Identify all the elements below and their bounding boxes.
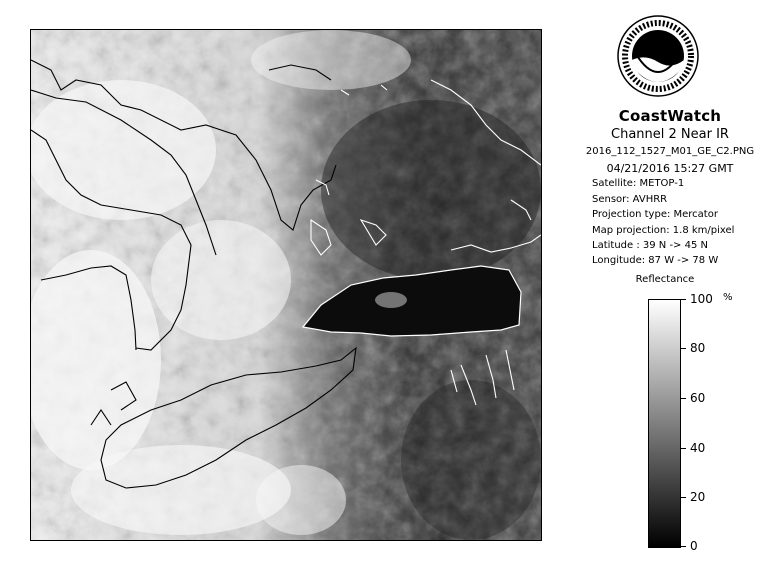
colorbar-tick-label: 0: [690, 539, 698, 553]
brand-title: CoastWatch: [618, 107, 722, 125]
colorbar-tick: [681, 546, 686, 547]
colorbar-tick-label: 40: [690, 441, 706, 455]
colorbar-unit: %: [723, 292, 733, 303]
projection-type-label: Projection type: Mercator: [592, 209, 718, 220]
colorbar-tick: [681, 448, 686, 449]
colorbar-tick: [681, 299, 686, 300]
latitude-range-label: Latitude : 39 N -> 45 N: [592, 240, 708, 251]
reflectance-colorbar: [648, 299, 681, 548]
noaa-logo: [616, 14, 700, 98]
colorbar-tick-label: 100: [690, 292, 713, 306]
noaa-emblem: [616, 14, 700, 98]
sensor-label: Sensor: AVHRR: [592, 194, 668, 205]
colorbar-title: Reflectance: [635, 274, 695, 285]
satellite-map: [31, 30, 541, 540]
channel-label: Channel 2 Near IR: [611, 127, 729, 142]
colorbar-tick-label: 80: [690, 341, 706, 355]
colorbar-tick: [681, 398, 686, 399]
colorbar-tick: [681, 497, 686, 498]
longitude-range-label: Longitude: 87 W -> 78 W: [592, 255, 719, 266]
satellite-image: [30, 29, 542, 541]
satellite-label: Satellite: METOP-1: [592, 178, 685, 189]
map-projection-label: Map projection: 1.8 km/pixel: [592, 225, 735, 236]
colorbar-tick: [681, 348, 686, 349]
lake-cloud-patch: [375, 292, 407, 308]
colorbar-tick-label: 20: [690, 490, 706, 504]
colorbar-tick-label: 60: [690, 391, 706, 405]
file-name: 2016_112_1527_M01_GE_C2.PNG: [585, 146, 755, 157]
acquisition-datetime: 04/21/2016 15:27 GMT: [606, 162, 734, 175]
